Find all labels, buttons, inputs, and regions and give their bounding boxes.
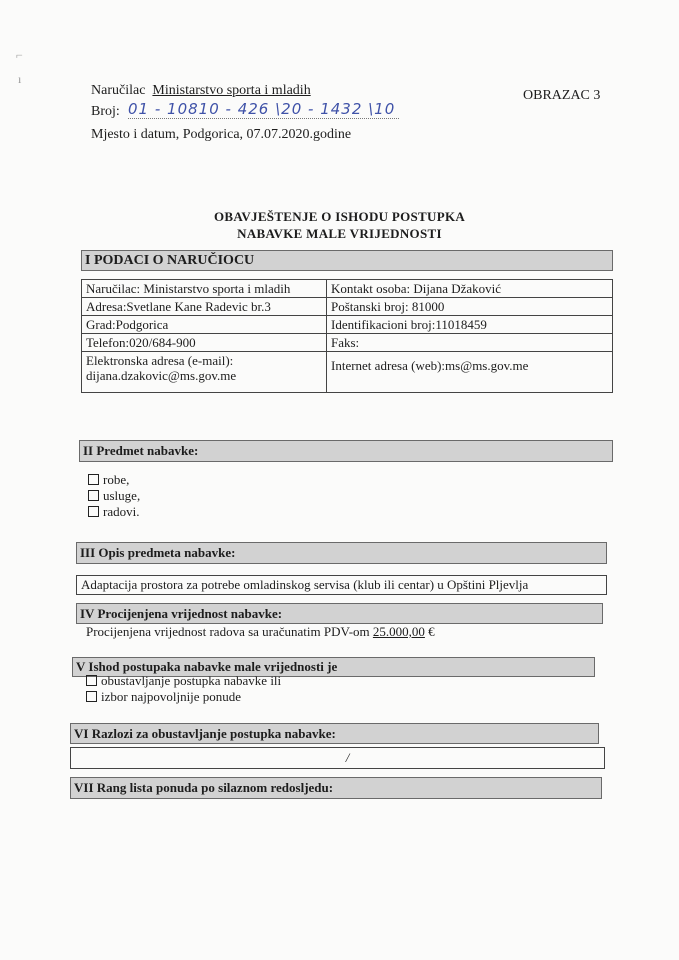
currency: € xyxy=(428,624,435,639)
checkbox[interactable] xyxy=(88,490,99,501)
section-1-heading: I PODACI O NARUČIOCU xyxy=(81,250,613,271)
procijenjena-vrijednost xyxy=(86,624,435,640)
vrijednost-amount: 25.000,00 xyxy=(372,624,425,639)
postanski-broj-cell: Poštanski broj: 81000 xyxy=(327,298,613,316)
option-label: izbor najpovoljnije ponude xyxy=(101,689,242,704)
option-label: radovi. xyxy=(103,504,140,519)
table-row xyxy=(82,352,613,393)
option-radovi xyxy=(88,504,139,520)
option-label: usluge, xyxy=(103,488,141,503)
option-label: obustavljanje postupka nabavke ili xyxy=(101,673,282,688)
section-5-heading: V Ishod postupaka nabavke male vrijednosti je xyxy=(72,657,595,677)
email-cell xyxy=(82,352,327,393)
section-7-heading: VII Rang lista ponuda po silaznom redosljedu: xyxy=(70,777,602,799)
opis-predmeta-box: Adaptacija prostora za potrebe omladinskog servisa (klub ili centar) u Opštini Pljevlja xyxy=(76,575,607,595)
table-row xyxy=(82,334,613,352)
document-title-line2: NABAVKE MALE VRIJEDNOSTI xyxy=(237,226,442,241)
narucilac-label: Naručilac xyxy=(91,83,146,98)
table-row xyxy=(82,316,613,334)
email-value: dijana.dzakovic@ms.gov.me xyxy=(86,368,237,383)
razlozi-value: / xyxy=(345,750,350,765)
option-obustavljanje xyxy=(86,673,281,689)
contracting-authority-table xyxy=(81,279,613,393)
scan-mark: ı xyxy=(18,72,22,86)
broj-label: Broj: xyxy=(91,104,120,119)
section-6-heading: VI Razlozi za obustavljanje postupka nabavke: xyxy=(70,723,599,744)
telefon-cell: Telefon:020/684-900 xyxy=(82,334,327,352)
checkbox[interactable] xyxy=(86,691,97,702)
scan-mark: ⌐ xyxy=(16,48,23,62)
kontakt-cell: Kontakt osoba: Dijana Džaković xyxy=(327,280,613,298)
option-izbor xyxy=(86,689,241,705)
grad-cell: Grad:Podgorica xyxy=(82,316,327,334)
narucilac-value: Ministarstvo sporta i mladih xyxy=(152,83,311,98)
option-usluge xyxy=(88,488,140,504)
adresa-cell: Adresa:Svetlane Kane Radevic br.3 xyxy=(82,298,327,316)
section-4-heading: IV Procijenjena vrijednost nabavke: xyxy=(76,603,603,624)
razlozi-box xyxy=(70,747,605,769)
section-3-heading: III Opis predmeta nabavke: xyxy=(76,542,607,564)
option-robe xyxy=(88,472,129,488)
document-title-line1: OBAVJEŠTENJE O ISHODU POSTUPKA xyxy=(213,209,466,224)
table-row xyxy=(82,298,613,316)
table-row xyxy=(82,280,613,298)
checkbox[interactable] xyxy=(88,506,99,517)
obrazac-label: OBRAZAC 3 xyxy=(523,88,601,103)
faks-cell: Faks: xyxy=(327,334,613,352)
broj-value: 01 - 10810 - 426 \20 - 1432 \10 xyxy=(128,100,399,119)
narucilac-cell: Naručilac: Ministarstvo sporta i mladih xyxy=(82,280,327,298)
narucilac-line xyxy=(91,83,311,99)
option-label: robe, xyxy=(103,472,130,487)
vrijednost-label: Procijenjena vrijednost radova sa uračunatim PDV-om xyxy=(86,624,370,639)
checkbox[interactable] xyxy=(88,474,99,485)
section-2-heading: II Predmet nabavke: xyxy=(79,440,613,462)
identifikacioni-broj-cell: Identifikacioni broj:11018459 xyxy=(327,316,613,334)
mjesto-datum: Mjesto i datum, Podgorica, 07.07.2020.godine xyxy=(91,127,352,142)
checkbox[interactable] xyxy=(86,675,97,686)
email-label: Elektronska adresa (e-mail): xyxy=(86,353,234,368)
web-cell: Internet adresa (web):ms@ms.gov.me xyxy=(327,352,613,393)
